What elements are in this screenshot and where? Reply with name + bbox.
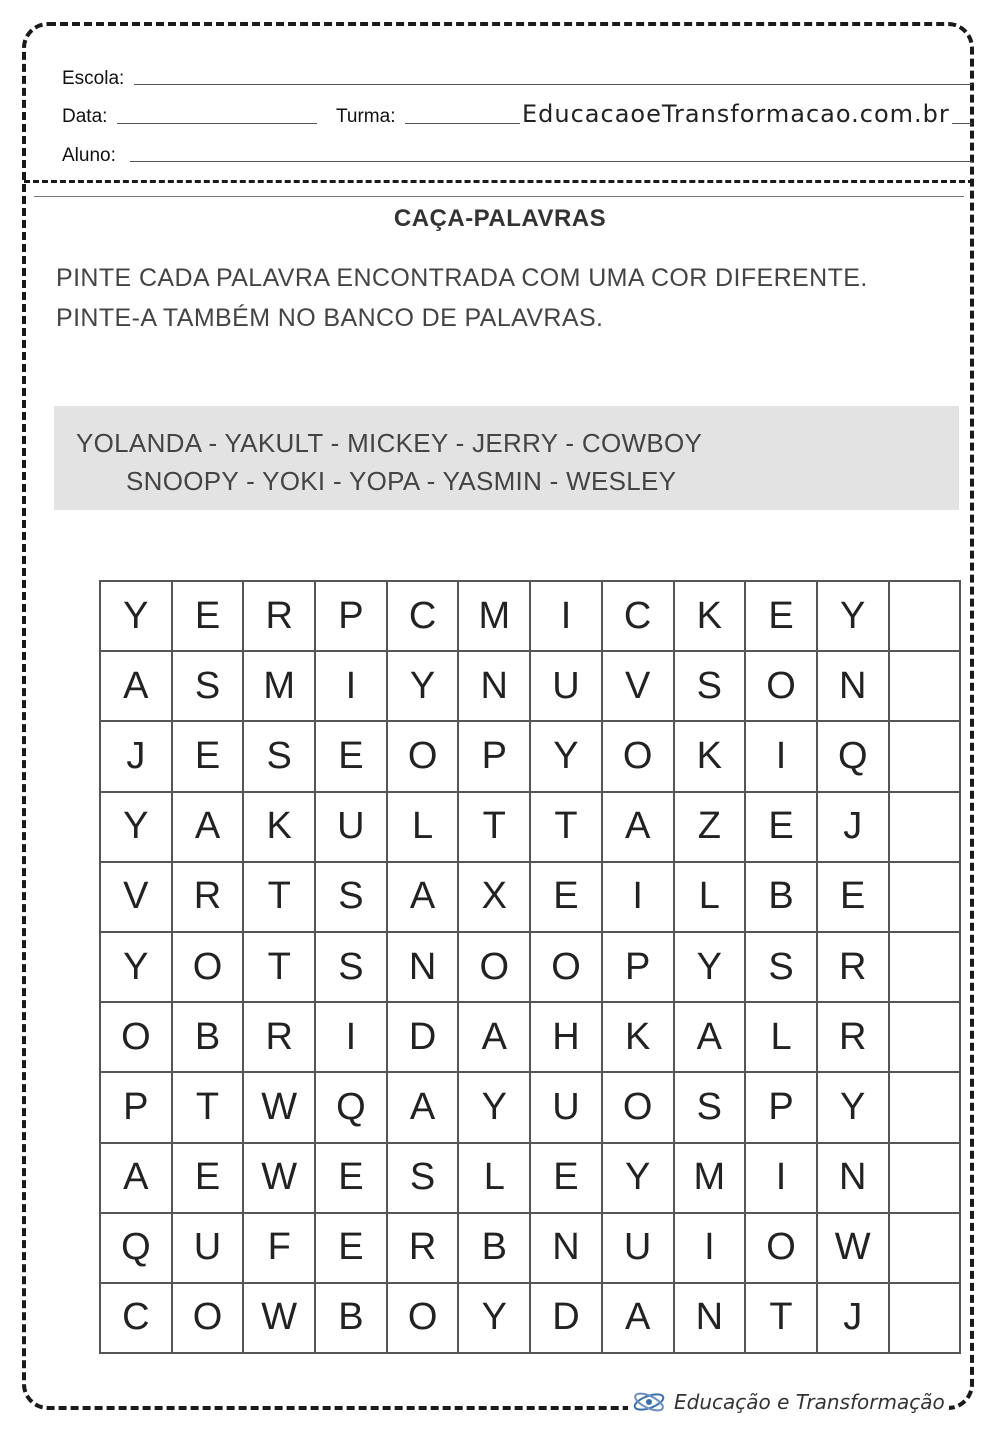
grid-cell[interactable]: E — [315, 721, 387, 791]
word-bank-line-1: YOLANDA - YAKULT - MICKEY - JERRY - COWBOY — [76, 428, 703, 458]
grid-cell[interactable]: A — [387, 1072, 459, 1142]
grid-cell[interactable]: N — [817, 1143, 889, 1213]
grid-cell[interactable]: B — [458, 1213, 530, 1283]
grid-cell[interactable]: A — [674, 1002, 746, 1072]
grid-cell[interactable]: S — [745, 932, 817, 1002]
grid-cell[interactable]: Y — [100, 932, 172, 1002]
escola-label: Escola: — [62, 68, 125, 89]
grid-cell[interactable]: W — [817, 1213, 889, 1283]
grid-cell[interactable]: R — [172, 862, 244, 932]
grid-cell[interactable]: N — [674, 1283, 746, 1353]
escola-line — [134, 84, 972, 85]
grid-cell[interactable]: R — [817, 1002, 889, 1072]
grid-cell[interactable]: M — [674, 1143, 746, 1213]
grid-cell[interactable]: O — [530, 932, 602, 1002]
grid-cell[interactable]: E — [530, 862, 602, 932]
data-line — [117, 123, 317, 124]
grid-cell[interactable]: U — [602, 1213, 674, 1283]
grid-cell[interactable]: J — [817, 1283, 889, 1353]
grid-cell[interactable]: Y — [458, 1072, 530, 1142]
instruction-text: PINTE CADA PALAVRA ENCONTRADA COM UMA COR DIFERENTE. PINTE-A TAMBÉM NO BANCO DE PALAVRAS. — [56, 264, 868, 332]
grid-cell[interactable]: K — [602, 1002, 674, 1072]
grid-cell[interactable]: Q — [315, 1072, 387, 1142]
grid-cell[interactable]: A — [100, 651, 172, 721]
grid-cell[interactable]: O — [172, 932, 244, 1002]
grid-cell[interactable]: M — [243, 651, 315, 721]
grid-cell[interactable]: W — [243, 1283, 315, 1353]
grid-cell[interactable]: B — [745, 862, 817, 932]
grid-row — [100, 1002, 960, 1072]
grid-row — [100, 932, 960, 1002]
grid-row — [100, 792, 960, 862]
grid-cell[interactable]: P — [458, 721, 530, 791]
grid-cell[interactable]: S — [172, 651, 244, 721]
grid-cell[interactable] — [889, 792, 961, 862]
grid-cell[interactable]: A — [387, 862, 459, 932]
grid-cell[interactable]: S — [243, 721, 315, 791]
grid-cell[interactable]: A — [172, 792, 244, 862]
grid-cell[interactable]: I — [530, 581, 602, 651]
grid-cell[interactable]: U — [172, 1213, 244, 1283]
grid-cell[interactable]: E — [817, 862, 889, 932]
grid-cell[interactable] — [889, 721, 961, 791]
grid-cell[interactable]: K — [674, 721, 746, 791]
grid-cell[interactable]: P — [602, 932, 674, 1002]
grid-cell[interactable]: O — [602, 1072, 674, 1142]
grid-row — [100, 1072, 960, 1142]
grid-cell[interactable]: T — [458, 792, 530, 862]
grid-cell[interactable]: E — [530, 1143, 602, 1213]
grid-cell[interactable]: I — [315, 651, 387, 721]
grid-cell[interactable] — [889, 1283, 961, 1353]
grid-cell[interactable]: O — [745, 1213, 817, 1283]
grid-cell[interactable]: Z — [674, 792, 746, 862]
grid-cell[interactable]: D — [387, 1002, 459, 1072]
footer-logo-text: Educação e Transformação — [674, 1390, 945, 1414]
grid-row — [100, 651, 960, 721]
grid-cell[interactable]: J — [817, 792, 889, 862]
grid-cell[interactable]: E — [172, 721, 244, 791]
grid-cell[interactable]: A — [602, 1283, 674, 1353]
grid-cell[interactable] — [889, 1213, 961, 1283]
grid-row — [100, 1213, 960, 1283]
grid-cell[interactable]: Y — [100, 581, 172, 651]
grid-cell[interactable]: T — [243, 862, 315, 932]
grid-cell[interactable] — [889, 1143, 961, 1213]
grid-cell[interactable]: S — [674, 651, 746, 721]
grid-cell[interactable]: O — [745, 651, 817, 721]
grid-cell[interactable]: C — [602, 581, 674, 651]
grid-cell[interactable] — [889, 1002, 961, 1072]
grid-cell[interactable]: I — [674, 1213, 746, 1283]
grid-cell[interactable]: D — [530, 1283, 602, 1353]
grid-row — [100, 581, 960, 651]
grid-cell[interactable]: Y — [530, 721, 602, 791]
grid-row — [100, 862, 960, 932]
grid-cell[interactable]: R — [387, 1213, 459, 1283]
grid-cell[interactable]: Y — [817, 1072, 889, 1142]
grid-cell[interactable]: C — [387, 581, 459, 651]
grid-cell[interactable]: E — [172, 1143, 244, 1213]
grid-cell[interactable]: X — [458, 862, 530, 932]
word-search-grid — [99, 580, 961, 1354]
grid-cell[interactable]: P — [745, 1072, 817, 1142]
footer-logo — [628, 1387, 949, 1417]
grid-cell[interactable]: I — [315, 1002, 387, 1072]
grid-cell[interactable] — [889, 651, 961, 721]
grid-row — [100, 1143, 960, 1213]
grid-cell[interactable]: L — [458, 1143, 530, 1213]
grid-cell[interactable]: T — [745, 1283, 817, 1353]
grid-cell[interactable]: P — [315, 581, 387, 651]
grid-cell[interactable] — [889, 581, 961, 651]
grid-cell[interactable]: Y — [100, 792, 172, 862]
grid-cell[interactable]: E — [315, 1213, 387, 1283]
grid-cell[interactable]: K — [243, 792, 315, 862]
grid-cell[interactable]: Y — [602, 1143, 674, 1213]
grid-cell[interactable]: V — [100, 862, 172, 932]
grid-cell[interactable]: O — [602, 721, 674, 791]
grid-cell[interactable]: M — [458, 581, 530, 651]
grid-cell[interactable]: B — [172, 1002, 244, 1072]
data-label: Data: — [62, 106, 108, 127]
grid-cell[interactable]: E — [745, 581, 817, 651]
grid-cell[interactable]: O — [172, 1283, 244, 1353]
grid-cell[interactable]: T — [243, 932, 315, 1002]
grid-cell[interactable]: I — [745, 721, 817, 791]
grid-cell[interactable] — [889, 1072, 961, 1142]
grid-cell[interactable]: V — [602, 651, 674, 721]
grid-cell[interactable]: L — [387, 792, 459, 862]
grid-cell[interactable]: K — [674, 581, 746, 651]
grid-cell[interactable]: N — [817, 651, 889, 721]
grid-cell[interactable]: S — [315, 862, 387, 932]
grid-cell[interactable]: S — [315, 932, 387, 1002]
grid-cell[interactable]: Q — [100, 1213, 172, 1283]
grid-cell[interactable]: T — [530, 792, 602, 862]
grid-cell[interactable]: S — [674, 1072, 746, 1142]
grid-cell[interactable]: F — [243, 1213, 315, 1283]
grid-cell[interactable]: C — [100, 1283, 172, 1353]
grid-cell[interactable]: A — [458, 1002, 530, 1072]
grid-cell[interactable]: E — [315, 1143, 387, 1213]
grid-cell[interactable]: I — [745, 1143, 817, 1213]
grid-row — [100, 721, 960, 791]
grid-cell[interactable]: O — [387, 1283, 459, 1353]
grid-cell[interactable]: Y — [817, 581, 889, 651]
grid-cell[interactable]: Y — [458, 1283, 530, 1353]
grid-cell[interactable] — [889, 862, 961, 932]
grid-cell[interactable] — [889, 932, 961, 1002]
grid-cell[interactable]: L — [674, 862, 746, 932]
grid-cell[interactable]: O — [100, 1002, 172, 1072]
grid-cell[interactable]: A — [100, 1143, 172, 1213]
grid-cell[interactable]: P — [100, 1072, 172, 1142]
grid-cell[interactable]: W — [243, 1143, 315, 1213]
grid-cell[interactable]: U — [530, 651, 602, 721]
grid-cell[interactable]: H — [530, 1002, 602, 1072]
grid-cell[interactable]: A — [602, 792, 674, 862]
grid-cell[interactable]: N — [530, 1213, 602, 1283]
grid-cell[interactable]: Y — [387, 651, 459, 721]
grid-cell[interactable]: T — [172, 1072, 244, 1142]
grid-cell[interactable]: O — [387, 721, 459, 791]
word-bank-line-2: SNOOPY - YOKI - YOPA - YASMIN - WESLEY — [126, 466, 677, 496]
grid-cell[interactable]: I — [602, 862, 674, 932]
page-title: CAÇA-PALAVRAS — [393, 205, 607, 232]
aluno-label: Aluno: — [62, 145, 116, 166]
aluno-line — [130, 161, 972, 162]
atom-orbit-icon — [632, 1387, 666, 1417]
grid-cell[interactable]: N — [458, 651, 530, 721]
grid-cell[interactable]: S — [387, 1143, 459, 1213]
grid-cell[interactable]: W — [243, 1072, 315, 1142]
turma-label: Turma: — [336, 106, 396, 127]
grid-cell[interactable]: U — [530, 1072, 602, 1142]
site-url: EducacaoeTransformacao.com.br — [522, 100, 950, 128]
grid-row — [100, 1283, 960, 1353]
grid-cell[interactable]: R — [243, 581, 315, 651]
grid-cell[interactable]: Q — [817, 721, 889, 791]
grid-cell[interactable]: O — [458, 932, 530, 1002]
grid-cell[interactable]: L — [745, 1002, 817, 1072]
header-separator-dashed — [24, 180, 974, 183]
grid-cell[interactable]: R — [243, 1002, 315, 1072]
grid-cell[interactable]: E — [172, 581, 244, 651]
grid-cell[interactable]: N — [387, 932, 459, 1002]
header-separator-solid — [34, 196, 964, 197]
grid-cell[interactable]: J — [100, 721, 172, 791]
grid-cell[interactable]: E — [745, 792, 817, 862]
grid-cell[interactable]: U — [315, 792, 387, 862]
grid-cell[interactable]: Y — [674, 932, 746, 1002]
word-bank — [54, 406, 959, 510]
grid-cell[interactable]: R — [817, 932, 889, 1002]
grid-cell[interactable]: B — [315, 1283, 387, 1353]
